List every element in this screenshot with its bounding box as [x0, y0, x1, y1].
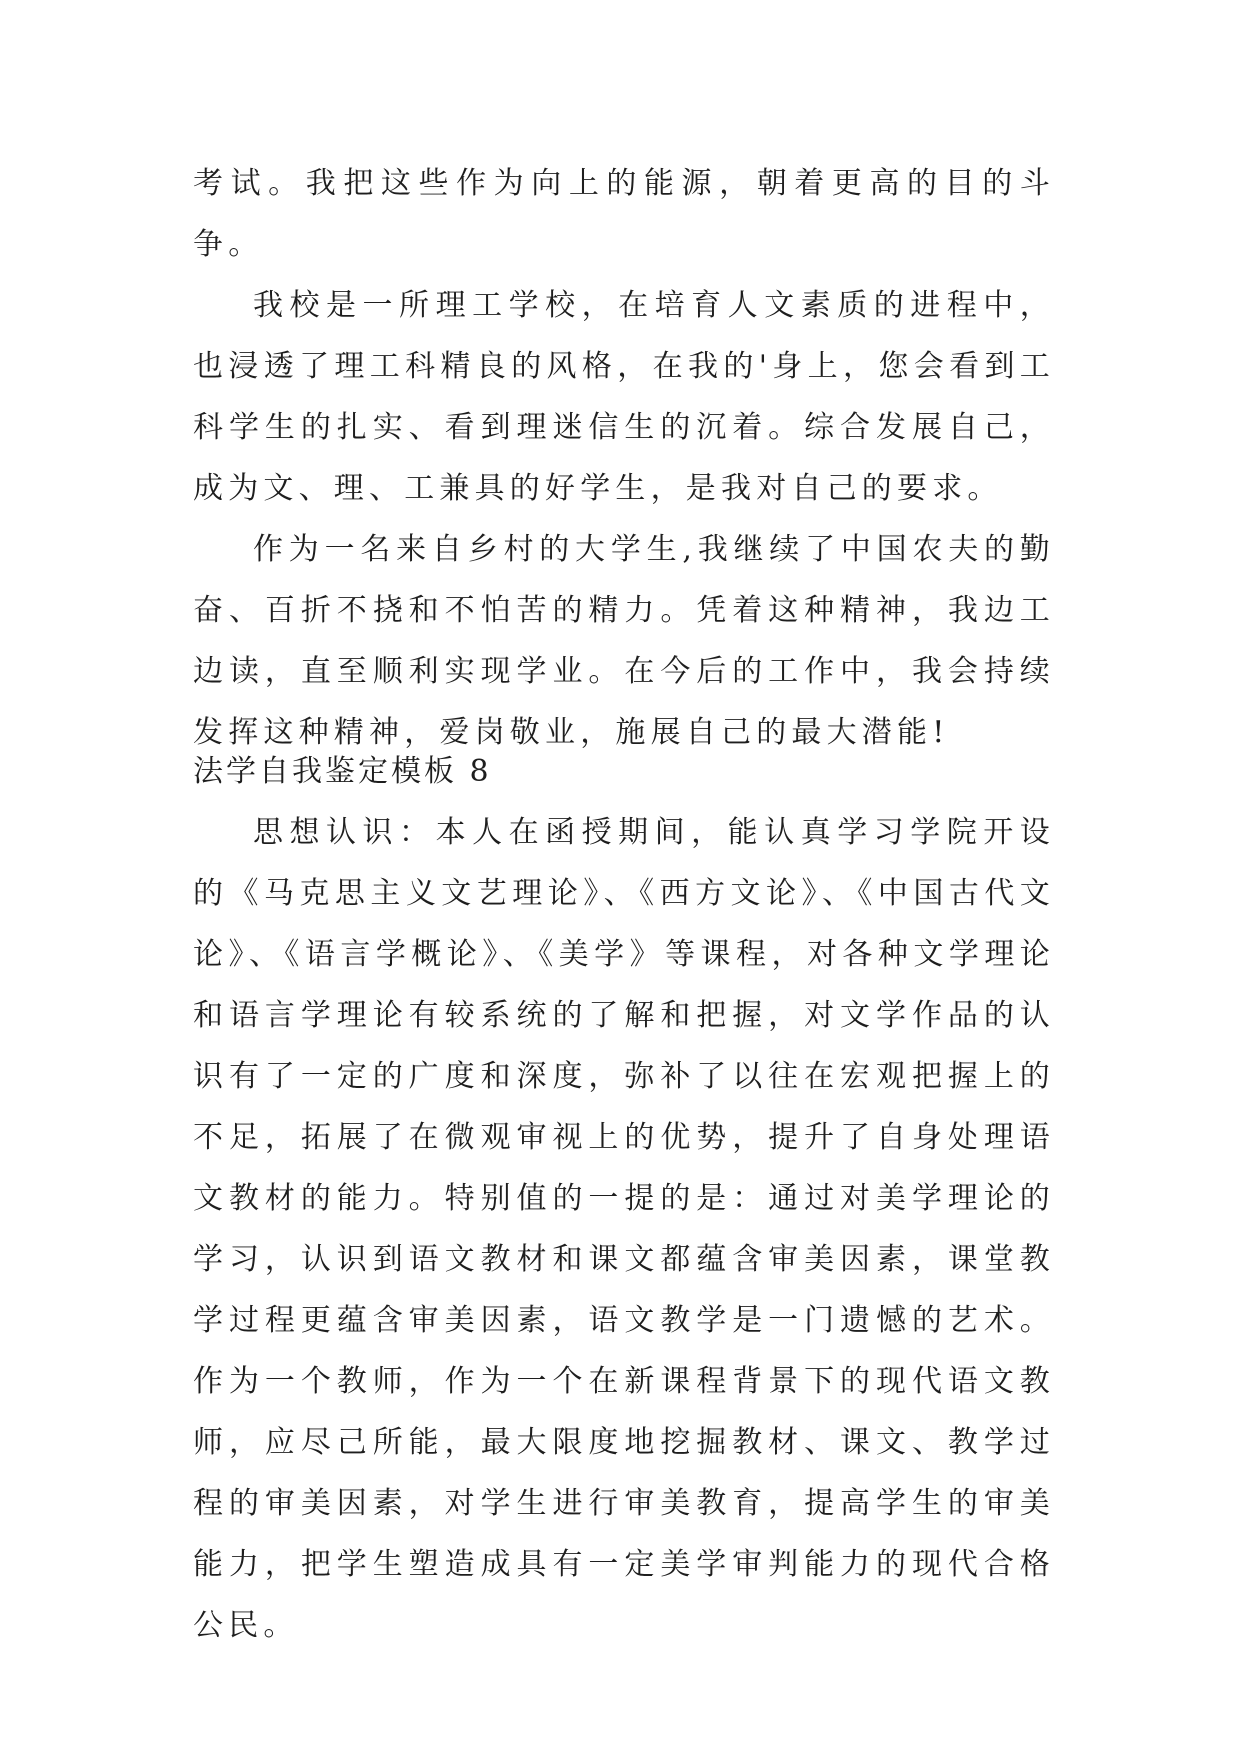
continuation-paragraph: 考试。我把这些作为向上的能源，朝着更高的目的斗争。 — [193, 166, 1055, 262]
document-body-top — [193, 153, 1055, 763]
paragraph-engineering-school: 我校是一所理工学校，在培育人文素质的进程中，也浸透了理工科精良的风格，在我的'身上，您会看到工科学生的扎实、看到理迷信生的沉着。综合发展自己，成为文、理、工兼具的好学生，是我对自己的要求。 — [193, 288, 1055, 506]
paragraph-ideological-understanding: 思想认识：本人在函授期间，能认真学习学院开设的《马克思主义文艺理论》、《西方文论》、《中国古代文论》、《语言学概论》、《美学》等课程，对各种文学理论和语言学理论有较系统的了解和把握，对文学作品的认识有了一定的广度和深度，弥补了以往在宏观把握上的不足，拓展了在微观审视上的优势，提升了自身处理语文教材的能力。特别值的一提的是：通过对美学理论的学习，认识到语文教材和课文都蕴含审美因素，课堂教学过程更蕴含审美因素，语文教学是一门遗憾的艺术。作为一个教师，作为一个在新课程背景下的现代语文教师，应尽己所能，最大限度地挖掘教材、课文、教学过程的审美因素，对学生进行审美教育，提高学生的审美能力，把学生塑造成具有一定美学审判能力的现代合格公民。 — [193, 815, 1055, 1643]
document-body-section — [193, 741, 1055, 1656]
paragraph-rural-student: 作为一名来自乡村的大学生,我继续了中国农夫的勤奋、百折不挠和不怕苦的精力。凭着这种精神，我边工边读，直至顺利实现学业。在今后的工作中，我会持续发挥这种精神，爱岗敬业，施展自己的最大潜能! — [193, 532, 1055, 750]
section-heading: 法学自我鉴定模板 8 — [193, 754, 492, 789]
